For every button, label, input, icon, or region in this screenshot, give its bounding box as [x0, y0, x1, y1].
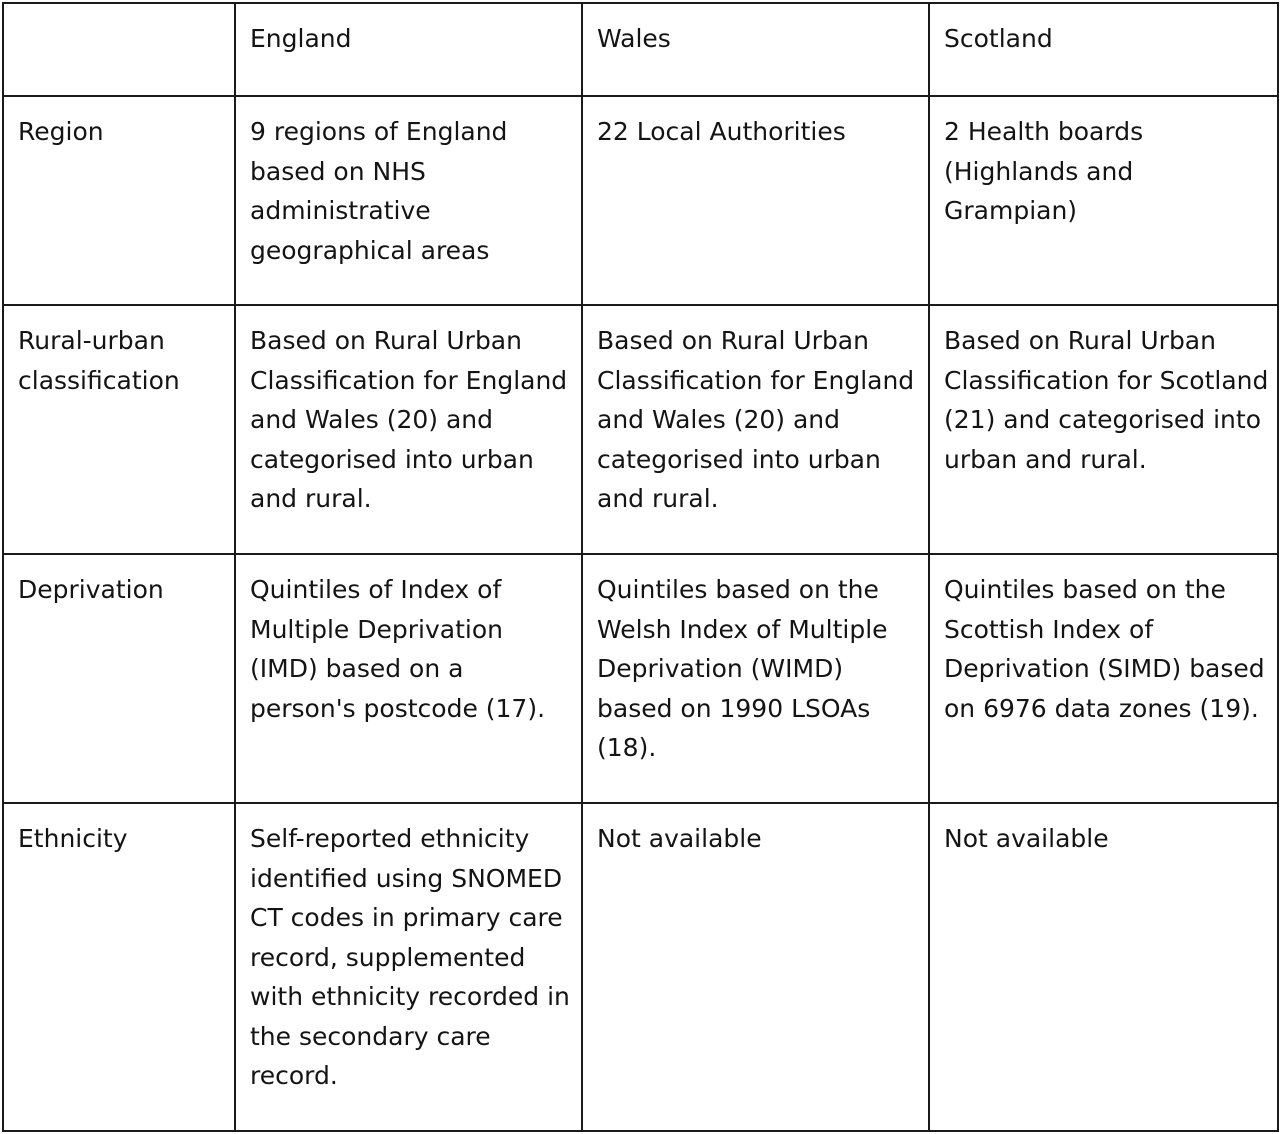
- comparison-table: [2, 2, 1279, 1132]
- row-label: Ethnicity: [3, 803, 235, 1131]
- header-cell-england: England: [235, 3, 582, 96]
- header-cell-wales: Wales: [582, 3, 929, 96]
- cell-scotland: 2 Health boards (Highlands and Grampian): [929, 96, 1278, 305]
- cell-wales: Not available: [582, 803, 929, 1131]
- header-cell-empty: [3, 3, 235, 96]
- cell-wales: Quintiles based on the Welsh Index of Multiple Deprivation (WIMD) based on 1990 LSOAs (18).: [582, 554, 929, 803]
- cell-england: Based on Rural Urban Classification for England and Wales (20) and categorised into urban and rural.: [235, 305, 582, 554]
- table-row-region: [3, 96, 1278, 305]
- header-cell-scotland: Scotland: [929, 3, 1278, 96]
- cell-scotland: Not available: [929, 803, 1278, 1131]
- table-row-ethnicity: [3, 803, 1278, 1131]
- cell-england: Self-reported ethnicity identified using SNOMED CT codes in primary care record, supplemented with ethnicity recorded in the secondary care record.: [235, 803, 582, 1131]
- cell-wales: Based on Rural Urban Classification for England and Wales (20) and categorised into urban and rural.: [582, 305, 929, 554]
- row-label: Rural-urban classification: [3, 305, 235, 554]
- cell-england: Quintiles of Index of Multiple Deprivation (IMD) based on a person's postcode (17).: [235, 554, 582, 803]
- cell-scotland: Quintiles based on the Scottish Index of Deprivation (SIMD) based on 6976 data zones (19).: [929, 554, 1278, 803]
- table-row-deprivation: [3, 554, 1278, 803]
- table-header-row: [3, 3, 1278, 96]
- cell-wales: 22 Local Authorities: [582, 96, 929, 305]
- table-row-rural-urban: [3, 305, 1278, 554]
- cell-england: 9 regions of England based on NHS administrative geographical areas: [235, 96, 582, 305]
- row-label: Region: [3, 96, 235, 305]
- cell-scotland: Based on Rural Urban Classification for Scotland (21) and categorised into urban and rural.: [929, 305, 1278, 554]
- row-label: Deprivation: [3, 554, 235, 803]
